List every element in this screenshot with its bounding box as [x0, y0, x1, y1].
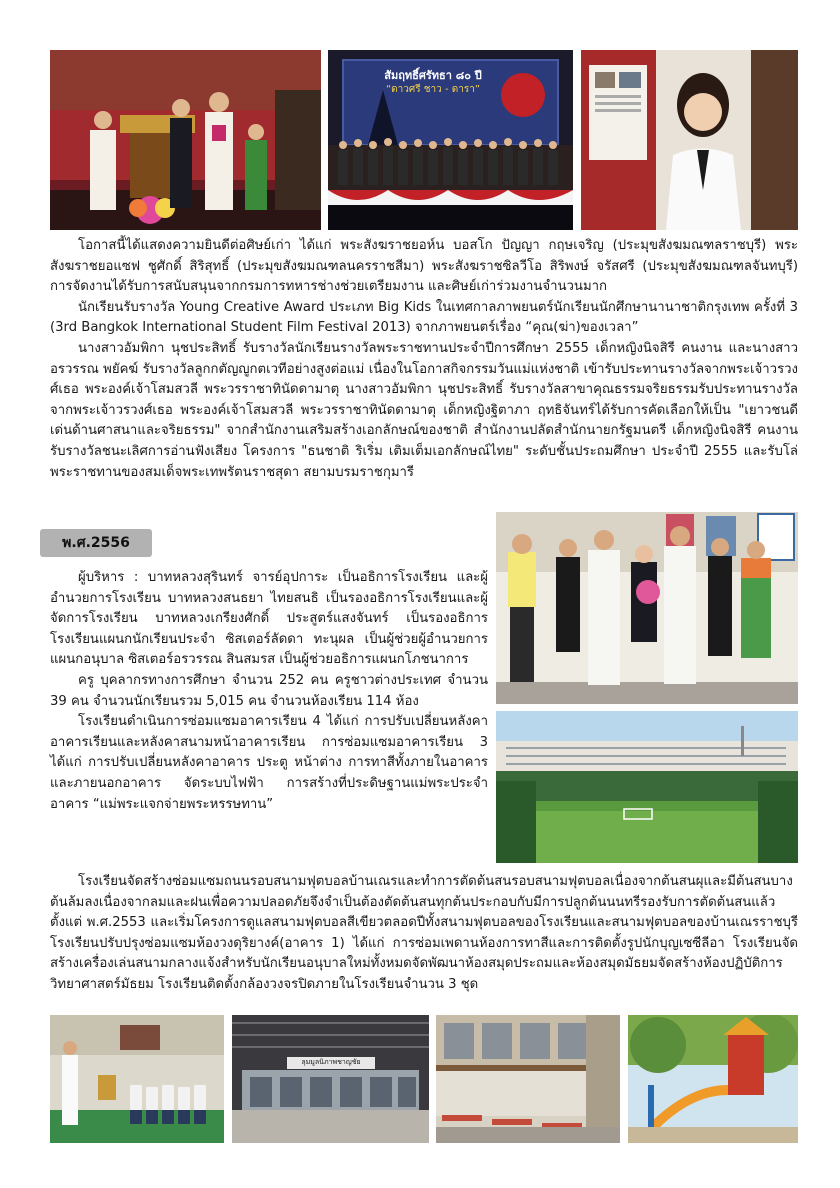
top-text-block	[50, 236, 798, 483]
photo-covered-court	[232, 1015, 429, 1143]
photo-stage-group	[328, 50, 573, 230]
paragraph-student-awards: นางสาวอัมพิกา นุชประสิทธิ์ รับรางวัลนักเรียนรางวัลพระราชทานประจำปีการศึกษา 2555 เด็กหญิงนิจสิรี คนงาน และนางสาวอรวรรณ พยัคฆ์ รับรางวัลลูกกตัญญูกตเวทีอย่างสูงต่อแม่ เนื่องในโอกาสกิจกรรมวันแม่แห่งชาติ เข้ารับประทานรางวัลจากพระเจ้าวรวงศ์เธอ พระองค์เจ้าโสมสวลี พระวรราชาทินัดดามาตุ นางสาวอัมพิกา นุชประสิทธิ์ รับรางวัลสาขาคุณธรรมจริยธรรมรับประทานรางวัลจากพระเจ้าวรวงศ์เธอ พระองค์เจ้าโสมสวลี พระวรราชาทินัดดามาตุ เด็กหญิงฐิตาภา ฤทธิจันทร์ได้รับการคัดเลือกให้เป็น "เยาวชนดีเด่นด้านศาสนาและจริยธรรม" จากสำนักงานเสริมสร้างเอกลักษณ์ของชาติ สำนักงานปลัดสำนักนายกรัฐมนตรี เด็กหญิงนิจสิรี คนงาน รับรางวัลชนะเลิศการอ่านฟังเสียง โครงการ "ธนชาติ ริเริ่ม เติมเต็มเอกลักษณ์ไทย" ระดับชั้นประถมศึกษา ประจำปี 2555 และรับโล่พระราชทานของสมเด็จพระเทพรัตนราชสุดา สยามบรมราชกุมารี	[50, 340, 798, 480]
photo-school-building	[436, 1015, 620, 1143]
photo-alumni-podium	[50, 50, 321, 230]
photo-football-field	[496, 711, 798, 863]
paragraph-alumni-congrats: โอกาสนี้ได้แสดงความยินดีต่อศิษย์เก่า ได้แก่ พระสังฆราชยอห์น บอสโก ปัญญา กฤษเจริญ (ประมุขสังฆมณฑลราชบุรี) พระสังฆราชยอแซฟ ชูศักดิ์ สิริสุทธิ์ (ประมุขสังฆมณฑลนครราชสีมา) พระสังฆราชซิลวีโอ สิริพงษ์ จรัสศรี (ประมุขสังฆมณฑลจันทบุรี) การจัดงานได้รับการสนับสนุนจากกรมการทหารช่างช่วยเตรียมงาน และศิษย์เก่าร่วมงานจำนวนมาก	[50, 238, 798, 295]
year-label-2556: พ.ศ.2556	[40, 529, 152, 557]
paragraph-field-and-facilities: โรงเรียนจัดสร้างซ่อมแซมถนนรอบสนามฟุตบอลบ้านเณรและทำการตัดต้นสนรอบสนามฟุตบอลเนื่องจากต้นสนผุและมีต้นสนบางต้นล้มลงเนื่องจากลมและฝนเพื่อความปลอดภัยจึงจำเป็นต้องตัดต้นสนทุกต้นประกอบกับมีการปลูกต้นนนทรีรองรับการตัดต้นสนแล้วตั้งแต่ พ.ศ.2553 และเริ่มโครงการดูแลสนามฟุตบอลสีเขียวตลอดปีทั้งสนามฟุตบอลของโรงเรียนและสนามฟุตบอลของบ้านเณรราชบุรี โรงเรียนปรับปรุงซ่อมแซมห้องวงดุริยางค์(อาคาร 1) ได้แก่ การซ่อมเพดานห้องการทาสีและการติดตั้งรูปนักบุญเซซีลีอา โรงเรียนจัดสร้างเครื่องเล่นสนามกลางแจ้งสำหรับนักเรียนอนุบาลใหม่ทั้งหมดจัดพัฒนาห้องสมุดประถมและห้องสมุดมัธยมจัดสร้างห้องปฏิบัติการวิทยาศาสตร์มัธยม โรงเรียนติดตั้งกล้องวงจรปิดภายในโรงเรียนจำนวน 3 ชุด	[50, 874, 798, 992]
paragraph-staff-counts: ครู บุคลากรทางการศึกษา จำนวน 252 คน ครูชาวต่างประเทศ จำนวน 39 คน จำนวนนักเรียนรวม 5,015 คน จำนวนห้องเรียน 114 ห้อง	[50, 672, 488, 709]
paragraph-building-repairs: โรงเรียนดำเนินการซ่อมแซมอาคารเรียน 4 ได้แก่ การปรับเปลี่ยนหลังคาอาคารเรียนและหลังคาสนามหน้าอาคารเรียน การซ่อมแซมอาคารเรียน 3 ได้แก่ การปรับเปลี่ยนหลังคาอาคาร ประตู หน้าต่าง การทาสีทั้งภายในอาคารและภายนอกอาคาร จัดระบบไฟฟ้า การสร้างที่ประดิษฐานแม่พระประจำอาคาร “แม่พระแจกจ่ายพระหรรษทาน”	[50, 714, 488, 812]
year-2556-left-text	[50, 568, 488, 815]
photo-kindergarten-playground	[628, 1015, 798, 1143]
stage-banner-text-line2: “ดาวศรี ชาว - ดารา”	[385, 84, 481, 95]
photo-staff-group	[496, 512, 798, 704]
year-2556-full-text	[50, 872, 798, 996]
photo-classroom-blessing	[50, 1015, 224, 1143]
stage-banner-text-line1: สัมฤทธิ์ศรัทธา ๘๐ ปี	[384, 69, 482, 82]
photo-student-exhibit	[581, 50, 798, 230]
building-sign-text: ลุมมูลนิภาพชาญชัย	[301, 1058, 361, 1066]
paragraph-administrators: ผู้บริหาร : บาทหลวงสุรินทร์ จารย์อุปการะ เป็นอธิการโรงเรียน และผู้อำนวยการโรงเรียน บาทหลวงสนธยา ไทยสนธิ เป็นรองอธิการโรงเรียนและผู้จัดการโรงเรียน บาทหลวงเกรียงศักดิ์ ประสูตร์แสงจันทร์ เป็นรองอธิการโรงเรียนแผนกนักเรียนประจำ ซิสเตอร์ลัดดา ทะนุผล เป็นผู้ช่วยผู้อำนวยการแผนกอนุบาล ซิสเตอร์อรวรรณ สินสมรส เป็นผู้ช่วยอธิการแผนกโภชนาการ	[50, 570, 488, 668]
paragraph-film-award: นักเรียนรับรางวัล Young Creative Award ประเภท Big Kids ในเทศกาลภาพยนตร์นักเรียนนักศึกษานานาชาติกรุงเทพ ครั้งที่ 3 (3rd Bangkok International Student Film Festival 2013) จากภาพยนตร์เรื่อง “คุณ(ฆ่า)ของเวลา”	[50, 299, 798, 336]
